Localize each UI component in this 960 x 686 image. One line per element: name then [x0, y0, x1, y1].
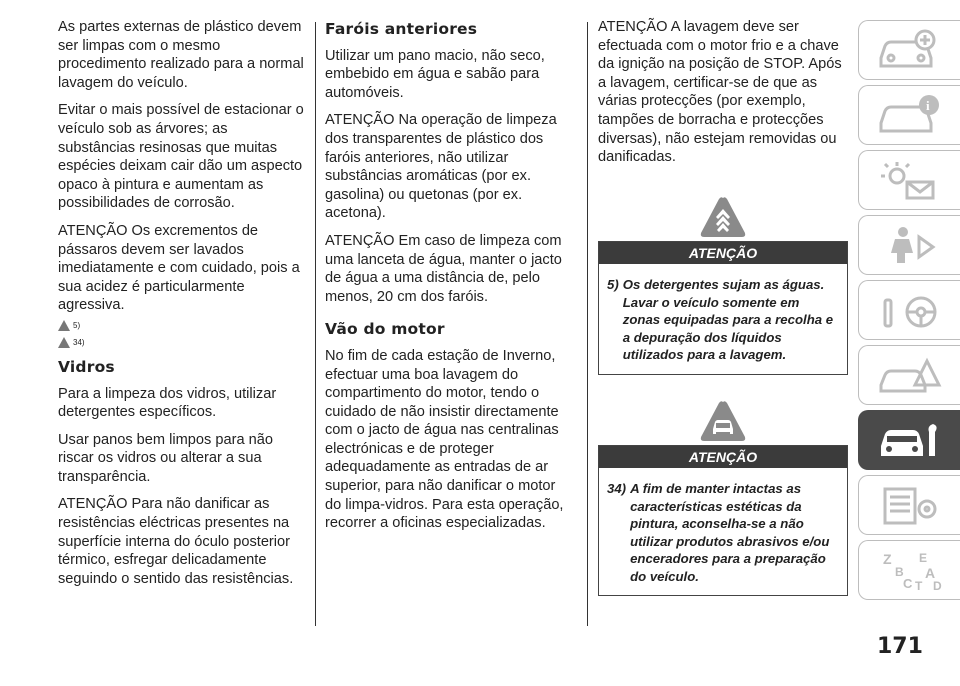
paragraph-water-lance: ATENÇÃO Em caso de limpeza com uma lanceta de água, manter o jacto de água a uma distância de, pelo menos, 20 cm dos faróis.	[325, 232, 562, 305]
svg-text:Z: Z	[882, 551, 892, 567]
tab-dashboard[interactable]	[858, 20, 960, 80]
column-divider	[587, 22, 588, 626]
warning-number: 34)	[607, 481, 627, 497]
heading-vidros: Vidros	[58, 357, 115, 376]
car-paint-warning-icon	[699, 399, 747, 443]
environment-warning-icon	[699, 195, 747, 239]
paragraph-glass-detergent: Para a limpeza dos vidros, utilizar detergentes específicos.	[58, 385, 277, 421]
heading-farois-anteriores: Faróis anteriores	[325, 20, 478, 38]
warning-box-title: ATENÇÃO	[599, 242, 847, 265]
tab-emergency[interactable]	[858, 345, 960, 405]
airbag-person-icon	[875, 223, 945, 267]
warning-box-5	[598, 241, 848, 375]
warning-number: 5)	[607, 277, 619, 293]
tab-index[interactable]	[858, 540, 960, 600]
column-3	[598, 18, 848, 596]
column-divider	[315, 22, 316, 626]
svg-text:C: C	[902, 576, 912, 591]
tab-vehicle-info[interactable]	[858, 85, 960, 145]
page-number: 171	[877, 634, 923, 659]
warning-text: A fim de manter intactas as características estéticas da pintura, aconselha-se a não utilizar produtos abrasivos e/ou enceradores para a preparação do veículo.	[630, 481, 830, 584]
paragraph-washing-engine-cold: ATENÇÃO A lavagem deve ser efectuada com o motor frio e a chave da ignição na posição de STOP. Após a lavagem, certificar-se de que as várias protecções (por exemplo, tampões de borracha e protecções diversas), não estejam removidas ou danificadas.	[598, 19, 842, 166]
paragraph-trees: Evitar o mais possível de estacionar o veículo sob as árvores; as substâncias resinosas que muitas espécies deixam cair dão um aspecto opaco à pintura e aumentam as possibilidades de corrosão.	[58, 102, 304, 212]
svg-text:E: E	[918, 551, 927, 565]
tab-maintenance[interactable]	[858, 410, 960, 470]
warning-box-34	[598, 445, 848, 597]
starting-driving-icon	[875, 288, 945, 332]
paragraph-engine-bay: No fim de cada estação de Inverno, efectuar uma boa lavagem do compartimento do motor, tendo o cuidado de não insistir directamente com o jacto de água nas centralinas electrónicas e de proteger adequadamente as entradas de ar superior, para não danificar o motor do limpa-vidros. Para esta operação, recorrer a oficinas especializadas.	[325, 347, 564, 532]
car-info-icon	[875, 93, 945, 137]
paragraph-rear-window: ATENÇÃO Para não danificar as resistências eléctricas presentes na superfície interna do óculo posterior térmico, esfregar delicadamente seguindo o sentido das resistências.	[58, 496, 294, 587]
technical-data-icon	[875, 483, 945, 527]
paragraph-headlight-plastics: ATENÇÃO Na operação de limpeza dos transparentes de plástico dos faróis anteriores, não utilizar substâncias aromáticas (por ex. gasolina) ou quetonas (por ex. acetona).	[325, 112, 557, 222]
paragraph-clean-cloths: Usar panos bem limpos para não riscar os vidros ou alterar a sua transparência.	[58, 431, 273, 485]
svg-text:B: B	[894, 565, 904, 579]
warning-text: Os detergentes sujam as águas. Lavar o veículo somente em zonas equipadas para a recolha e a depuração dos líquidos utilizados para a lavagem.	[622, 277, 834, 363]
tab-warning-lights[interactable]	[858, 150, 960, 210]
column-1	[58, 18, 306, 597]
svg-text:D: D	[932, 579, 942, 592]
warning-reference-34: 34)	[58, 336, 306, 350]
chapter-tabs	[858, 20, 960, 605]
paragraph-soft-cloth: Utilizar um pano macio, não seco, embebido em água e sabão para automóveis.	[325, 47, 545, 101]
paragraph-bird-droppings: ATENÇÃO Os excrementos de pássaros devem ser lavados imediatamente e com cuidado, pois a sua acidez é particularmente agressiva.	[58, 222, 300, 314]
breakdown-icon	[875, 353, 945, 397]
tab-safety[interactable]	[858, 215, 960, 275]
paragraph-plastic-parts: As partes externas de plástico devem ser limpas com o mesmo procedimento realizado para a normal lavagem do veículo.	[58, 19, 304, 91]
heading-vao-do-motor: Vão do motor	[325, 320, 445, 339]
warning-lights-icon	[875, 158, 945, 202]
warning-triangle-icon	[58, 320, 70, 331]
svg-text:i: i	[925, 98, 930, 113]
car-dashboard-icon	[875, 28, 945, 72]
warning-triangle-icon	[58, 337, 70, 348]
alphabetical-index-icon	[875, 548, 945, 592]
warning-reference-5: 5)	[58, 319, 306, 333]
svg-text:A: A	[924, 565, 935, 581]
tab-technical-data[interactable]	[858, 475, 960, 535]
tab-starting-driving[interactable]	[858, 280, 960, 340]
column-2	[325, 18, 573, 542]
svg-text:T: T	[914, 579, 922, 592]
warning-box-title: ATENÇÃO	[599, 446, 847, 469]
car-maintenance-wrench-icon	[875, 418, 945, 462]
